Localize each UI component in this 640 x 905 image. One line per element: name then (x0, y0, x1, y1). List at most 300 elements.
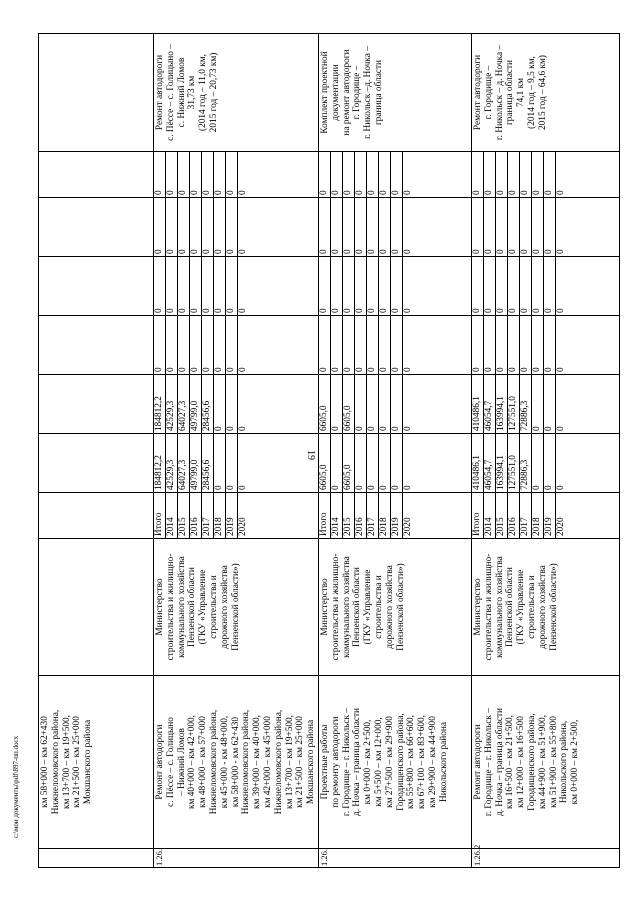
expected-result-line: 2015 год – 64,6 км) (537, 55, 548, 130)
expected-result-line: граница области (505, 59, 516, 126)
funding-value: 0 (237, 257, 249, 315)
executor-line: строительства и жилищно- (483, 553, 494, 661)
year-value: Итого (471, 512, 482, 536)
funding-value: 0 (213, 434, 225, 492)
funding-column-2 (154, 375, 319, 434)
funding-value: 0 (543, 257, 555, 315)
funding-value: 0 (318, 308, 329, 313)
executor-line: Министерство (155, 578, 165, 636)
funding-value: 0 (531, 198, 543, 256)
funding-value: 0 (354, 257, 366, 315)
funding-value: 0 (189, 198, 201, 256)
executor-line: коммунального хозяйства (494, 556, 505, 658)
funding-value: 0 (402, 152, 414, 197)
funding-value: 0 (555, 198, 567, 256)
expected-result-line: г. Городище – (483, 65, 494, 120)
activity-name-line: Городищенского района, (526, 713, 537, 811)
activity-name-line: км 48+000 – км 57+000 (198, 716, 209, 808)
funding-value: 0 (507, 198, 519, 256)
table-row (154, 34, 319, 868)
year-value: 2020 (555, 493, 567, 538)
funding-value: 0 (555, 152, 567, 197)
funding-value: 46054,7 (483, 375, 495, 433)
activity-name-line: км 67+100 – км 83+600, (417, 714, 428, 810)
funding-value: 0 (483, 198, 495, 256)
executor-line: дорожного хозяйства (219, 565, 230, 649)
activity-name-line: км 42+000 – км 45+000 (262, 716, 273, 808)
activity-name-line: км 29+900 – км 44+900 (427, 716, 438, 808)
year-value: Итого (318, 512, 329, 536)
activity-name-line: км 0+000 – км 2+500, (570, 719, 581, 805)
activity-name-cell (471, 676, 619, 849)
funding-value: 6605,0 (342, 375, 354, 433)
year-value: 2018 (378, 493, 390, 538)
year-value: 2018 (531, 493, 543, 538)
year-value: 2019 (390, 493, 402, 538)
funding-value: 0 (225, 375, 237, 433)
funding-value: 0 (225, 198, 237, 256)
activity-name-cell (318, 676, 471, 849)
expected-result-cell (471, 34, 619, 152)
funding-value: 0 (342, 257, 354, 315)
funding-column-6 (318, 152, 471, 198)
executor-line: коммунального хозяйства (341, 556, 352, 658)
executor-line: Пензенской области») (395, 563, 406, 651)
funding-value: 410486,1 (471, 396, 482, 431)
funding-value: 0 (165, 257, 177, 315)
funding-value: 0 (330, 257, 342, 315)
funding-column-6 (471, 152, 619, 198)
executor-line: Пензенской области (505, 567, 516, 647)
activity-name-line: км 39+000 – км 40+000, (252, 714, 263, 810)
funding-value: 0 (531, 152, 543, 197)
activity-name-line: Проектные работы (319, 724, 330, 800)
funding-value: 0 (390, 198, 402, 256)
item-number: 1.26. (318, 849, 329, 866)
funding-value: 46054,7 (483, 434, 495, 492)
activity-name-line: Никольского района (438, 722, 449, 803)
expected-result-line: 74,1 км (516, 78, 527, 107)
year-cell (154, 493, 319, 539)
funding-value: 0 (471, 190, 482, 195)
funding-value: 0 (390, 152, 402, 197)
year-value: 2020 (402, 493, 414, 538)
funding-column-3 (471, 316, 619, 375)
funding-value: 0 (201, 152, 213, 197)
funding-value: 0 (390, 316, 402, 374)
funding-column-1 (471, 434, 619, 493)
funding-value: 0 (519, 316, 531, 374)
activity-name-line: Нижнеломовского района, (273, 709, 284, 815)
funding-value: 163994,1 (495, 434, 507, 492)
funding-value: 0 (402, 198, 414, 256)
funding-value: 0 (330, 434, 342, 492)
funding-value: 0 (354, 434, 366, 492)
executor-cell (154, 539, 319, 676)
funding-value: 163994,1 (495, 375, 507, 433)
expected-result-line: (2014 год – 11,0 км, (198, 54, 209, 131)
funding-value: 0 (555, 375, 567, 433)
year-value: 2014 (483, 493, 495, 538)
year-value: 2018 (213, 493, 225, 538)
funding-value: 0 (225, 257, 237, 315)
year-value: 2017 (366, 493, 378, 538)
funding-column-4 (471, 257, 619, 316)
funding-value: 0 (237, 434, 249, 492)
funding-column-1 (154, 434, 319, 493)
funding-column-1 (39, 434, 154, 493)
funding-value: 184812,2 (154, 396, 164, 431)
activity-name-line: по ремонту автодороги (330, 716, 341, 808)
funding-value: 0 (225, 316, 237, 374)
item-number-cell (318, 849, 471, 868)
funding-value: 0 (366, 198, 378, 256)
funding-column-5 (471, 198, 619, 257)
funding-column-2 (471, 375, 619, 434)
funding-value: 0 (189, 316, 201, 374)
funding-value: 42529,3 (165, 375, 177, 433)
funding-value: 0 (237, 198, 249, 256)
funding-column-4 (154, 257, 319, 316)
expected-result-cell (318, 34, 471, 152)
funding-value: 0 (507, 316, 519, 374)
expected-result-line: Комплект проектной (319, 51, 330, 134)
funding-value: 0 (402, 316, 414, 374)
funding-value: 0 (402, 434, 414, 492)
funding-value: 0 (555, 257, 567, 315)
funding-column-5 (318, 198, 471, 257)
table-row (318, 34, 471, 868)
activity-name-line: д. Ночка – граница области (494, 707, 505, 817)
year-value: 2015 (177, 493, 189, 538)
funding-column-3 (154, 316, 319, 375)
item-number-cell (154, 849, 319, 868)
funding-value: 0 (177, 316, 189, 374)
item-number: 1.26.2 (471, 844, 482, 866)
rotated-table-container (38, 33, 598, 868)
funding-value: 0 (483, 316, 495, 374)
expected-result-line: г. Никольск –д. Ночка – (363, 46, 374, 139)
year-value: 2019 (225, 493, 237, 538)
executor-line: дорожного хозяйства (537, 565, 548, 649)
year-value: 2016 (189, 493, 201, 538)
funding-value: 72886,3 (519, 434, 531, 492)
funding-value: 0 (378, 375, 390, 433)
executor-line: Пензенской области (187, 567, 198, 647)
activity-name-line: км 27+500 – км 29+900 (384, 716, 395, 808)
funding-value: 0 (390, 375, 402, 433)
funding-value: 0 (543, 198, 555, 256)
funding-value: 0 (237, 152, 249, 197)
year-value: 2017 (519, 493, 531, 538)
activity-name-line: Мокшанского района (83, 719, 94, 805)
executor-line: Министерство (319, 578, 330, 636)
year-cell (318, 493, 471, 539)
activity-name-line: Мокшанского района (306, 719, 317, 805)
expected-result-line: документации (330, 64, 341, 121)
activity-name-cell (154, 676, 319, 849)
funding-value: 0 (330, 152, 342, 197)
funding-value: 0 (531, 257, 543, 315)
funding-value: 0 (378, 434, 390, 492)
expected-result-line: (2014 год – 9,5 км, (526, 56, 537, 129)
funding-column-6 (154, 152, 319, 198)
year-cell (471, 493, 619, 539)
funding-value: 0 (531, 316, 543, 374)
activity-name-line: Нижнеломовского района, (208, 709, 219, 815)
year-value: 2015 (342, 493, 354, 538)
activity-name-line: км 21+500 – км 25+000 (295, 716, 306, 808)
funding-column-6 (39, 152, 154, 198)
executor-line: строительства и (373, 575, 384, 639)
funding-value: 0 (495, 316, 507, 374)
funding-value: 0 (318, 249, 329, 254)
item-number: 1.26. (154, 849, 164, 866)
funding-value: 0 (531, 375, 543, 433)
activity-name-line: д. Ночка – граница области (352, 707, 363, 817)
year-value: 2020 (237, 493, 249, 538)
funding-value: 0 (543, 375, 555, 433)
funding-value: 0 (402, 375, 414, 433)
funding-value: 0 (495, 152, 507, 197)
funding-value: 0 (225, 434, 237, 492)
funding-value: 0 (330, 198, 342, 256)
funding-value: 0 (471, 308, 482, 313)
funding-value: 0 (225, 152, 237, 197)
executor-cell (471, 539, 619, 676)
funding-value: 0 (189, 152, 201, 197)
expected-result-cell (154, 34, 319, 152)
funding-value: 0 (366, 375, 378, 433)
activity-name-line: км 16+500 – км 21+500, (505, 714, 516, 810)
funding-column-1 (318, 434, 471, 493)
executor-line: Пензенской области») (548, 563, 559, 651)
year-value: 2014 (165, 493, 177, 538)
funding-value: 49799,0 (189, 434, 201, 492)
funding-value: 0 (471, 249, 482, 254)
funding-column-2 (39, 375, 154, 434)
executor-line: строительства и жилищно- (165, 553, 176, 661)
funding-value: 0 (543, 152, 555, 197)
funding-value: 0 (342, 316, 354, 374)
funding-value: 0 (154, 249, 164, 254)
funding-value: 0 (177, 198, 189, 256)
activity-name-line: км 55+800 – км 66+600, (406, 714, 417, 810)
activity-name-line: км 58+000 - км 62+430 (230, 716, 241, 808)
funding-value: 0 (366, 316, 378, 374)
expected-result-line: с. Нижний Ломов (176, 57, 187, 128)
funding-value: 28456,6 (201, 375, 213, 433)
funding-value: 0 (201, 198, 213, 256)
funding-value: 0 (165, 198, 177, 256)
funding-value: 6605,0 (342, 434, 354, 492)
item-number-cell (471, 844, 619, 868)
funding-column-2 (318, 375, 471, 434)
funding-column-5 (154, 198, 319, 257)
funding-value: 0 (495, 198, 507, 256)
activity-name-line: Нижнеломовского района, (241, 709, 252, 815)
activity-name-line: Нижнеломовского района, (50, 709, 61, 815)
expected-result-line: Ремонт автодороги (155, 54, 165, 131)
expected-result-cell (39, 34, 154, 152)
funding-value: 0 (330, 375, 342, 433)
page-number: 19 (305, 450, 316, 460)
activity-name-line: г. Городище – г. Никольск – (483, 707, 494, 817)
executor-line: строительства и (526, 575, 537, 639)
activity-name-line: км 21+500 – км 25+000 (72, 716, 83, 808)
year-value: 2019 (543, 493, 555, 538)
funding-value: 0 (507, 152, 519, 197)
year-value: 2015 (495, 493, 507, 538)
funding-value: 0 (213, 375, 225, 433)
expected-result-line: граница области (373, 59, 384, 126)
funding-column-3 (39, 316, 154, 375)
funding-value: 0 (543, 434, 555, 492)
funding-value: 0 (201, 257, 213, 315)
funding-value: 0 (189, 257, 201, 315)
funding-value: 0 (366, 257, 378, 315)
funding-value: 0 (495, 257, 507, 315)
funding-value: 0 (471, 367, 482, 372)
funding-value: 0 (318, 190, 329, 195)
table-row (39, 34, 154, 868)
activity-name-line: км 13+700 – км 19+500, (284, 714, 295, 810)
expected-result-line: 2015 год – 20,73 км) (208, 52, 219, 133)
funding-value: 28456,6 (201, 434, 213, 492)
activity-name-line: Городищенского района, (395, 713, 406, 811)
funding-value: 0 (378, 198, 390, 256)
activity-name-line: км 12+000 – км 16+500 (516, 716, 527, 808)
funding-value: 0 (483, 257, 495, 315)
funding-value: 49799,0 (189, 375, 201, 433)
funding-column-5 (39, 198, 154, 257)
funding-value: 0 (390, 434, 402, 492)
executor-line: Пензенской области (352, 567, 363, 647)
executor-line: строительства и (208, 575, 219, 639)
activity-name-cell (39, 676, 154, 849)
funding-value: 0 (507, 257, 519, 315)
funding-value: 0 (318, 367, 329, 372)
funding-value: 0 (555, 316, 567, 374)
year-value: 2014 (330, 493, 342, 538)
funding-value: 0 (519, 152, 531, 197)
funding-value: 0 (213, 316, 225, 374)
executor-line: дорожного хозяйства (384, 565, 395, 649)
funding-value: 0 (519, 257, 531, 315)
funding-value: 0 (237, 375, 249, 433)
expected-result-line: с. Пёссе – с. Голицыно – (165, 44, 176, 141)
executor-line: (ГКУ «Управление (198, 569, 209, 645)
activity-name-line: км 0+000 – км 2+500, (363, 719, 374, 805)
funding-value: 64027,3 (177, 375, 189, 433)
funding-value: 127551,0 (507, 434, 519, 492)
expected-result-line: 31,73 км (187, 75, 198, 110)
footer-file-path: c:\мои документы\pdf\897-пп.docx (12, 735, 20, 838)
activity-name-line: км 40+000 – км 42+000, (187, 714, 198, 810)
year-value: Итого (154, 512, 164, 536)
funding-column-4 (318, 257, 471, 316)
funding-value: 0 (354, 152, 366, 197)
funding-value: 410486,1 (471, 455, 482, 490)
funding-value: 0 (354, 198, 366, 256)
activity-name-line: км 45+000 - км 48+000, (219, 715, 230, 809)
activity-name-line: с. Пёссе – с. Голицыно (165, 717, 176, 807)
funding-value: 0 (366, 152, 378, 197)
funding-value: 0 (201, 316, 213, 374)
funding-value: 127551,0 (507, 375, 519, 433)
funding-value: 72886,3 (519, 375, 531, 433)
funding-value: 0 (330, 316, 342, 374)
activity-name-line: км 58+000 – км 62+430 (40, 716, 50, 808)
expected-result-line: г. Никольск – д. Ночка – (494, 44, 505, 141)
funding-value: 0 (378, 152, 390, 197)
funding-value: 0 (366, 434, 378, 492)
executor-cell (39, 539, 154, 676)
funding-value: 0 (483, 152, 495, 197)
item-number-cell (39, 849, 154, 868)
funding-value: 0 (213, 257, 225, 315)
funding-value: 0 (213, 152, 225, 197)
executor-line: строительства и жилищно- (330, 553, 341, 661)
activity-name-line: Ремонт автодороги (472, 724, 483, 800)
activity-name-line: км 44+900 – км 51+900, (537, 714, 548, 810)
funding-value: 6605,0 (318, 405, 329, 431)
funding-value: 0 (154, 367, 164, 372)
year-value: 2016 (354, 493, 366, 538)
funding-value: 184812,2 (154, 455, 164, 490)
funding-value: 0 (543, 316, 555, 374)
year-value: 2016 (507, 493, 519, 538)
executor-line: коммунального хозяйства (176, 556, 187, 658)
funding-value: 0 (342, 152, 354, 197)
activity-name-line: км 51+900 – км 55+800 (548, 716, 559, 808)
funding-column-3 (318, 316, 471, 375)
funding-value: 42529,3 (165, 434, 177, 492)
activity-name-line: км 5+500 – км 12+000, (373, 717, 384, 807)
executor-cell (318, 539, 471, 676)
expected-result-line: г. Городище – (352, 65, 363, 120)
funding-value: 0 (390, 257, 402, 315)
executor-line: (ГКУ «Управление (363, 569, 374, 645)
funding-value: 0 (354, 316, 366, 374)
funding-value: 64027,3 (177, 434, 189, 492)
activity-name-line: км 13+700 – км 19+500, (61, 714, 72, 810)
funding-value: 0 (165, 152, 177, 197)
year-value: 2017 (201, 493, 213, 538)
funding-value: 0 (177, 152, 189, 197)
activity-name-line: г. Городище – г. Никольск – (341, 707, 352, 817)
funding-value: 0 (213, 198, 225, 256)
expected-result-line: на ремонт автодороги (341, 49, 352, 136)
funding-value: 0 (354, 375, 366, 433)
funding-value: 0 (519, 198, 531, 256)
funding-column-4 (39, 257, 154, 316)
expected-result-line: Ремонт автодороги (472, 54, 483, 131)
executor-line: Пензенской области») (230, 563, 241, 651)
funding-value: 0 (555, 434, 567, 492)
activity-name-line: Ремонт автодороги (155, 724, 165, 800)
executor-line: (ГКУ «Управление (516, 569, 527, 645)
funding-value: 0 (531, 434, 543, 492)
funding-value: 0 (378, 316, 390, 374)
activity-name-line: – Нижний Ломов (176, 728, 187, 796)
program-table (38, 33, 620, 868)
funding-value: 0 (378, 257, 390, 315)
funding-value: 0 (165, 316, 177, 374)
funding-value: 6605,0 (318, 464, 329, 490)
year-cell (39, 493, 154, 539)
activity-name-line: Никольского района, (559, 720, 570, 804)
